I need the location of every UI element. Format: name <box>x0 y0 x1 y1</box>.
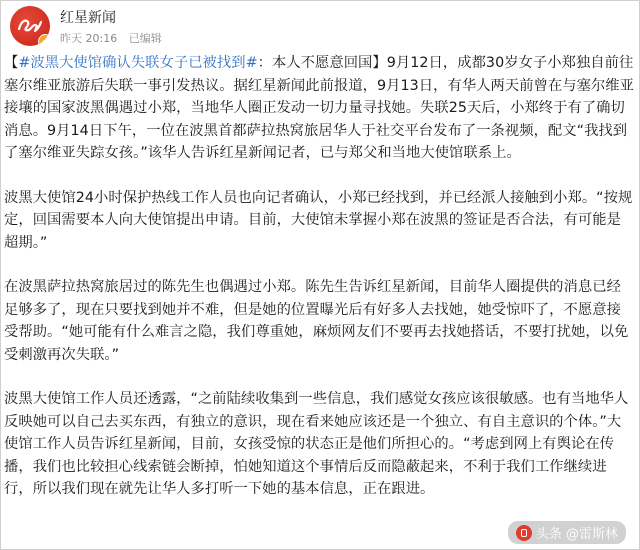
watermark-text: 头条 @雷斯林 <box>535 527 618 542</box>
post-header <box>10 4 630 50</box>
paragraph-3-text: 在波黑萨拉热窝旅居过的陈先生也偶遇过小郑。陈先生告诉红星新闻，目前华人圈提供的消息已经足够多了，现在只要找到她并不难，但是她的位置曝光后有好多人去找她，她受惊吓了，不愿意接受帮助。“她可能有什么难言之隐，我们尊重她，麻烦网友们不要再去找她搭话，不要打扰她，以免受刺激再次失联。” <box>4 279 629 363</box>
watermark <box>508 521 626 544</box>
avatar-logo <box>16 15 44 35</box>
post-source: 已编辑 <box>128 32 162 45</box>
bracket-open: 【 <box>4 55 19 71</box>
article-paragraph-4 <box>4 388 634 501</box>
account-name[interactable]: 红星新闻 <box>60 10 116 26</box>
paragraph-2-text: 波黑大使馆24小时保护热线工作人员也向记者确认，小郑已经找到，并已经派人接触到小郑。“按规定，回国需要本人向大使馆提出申请。目前，大使馆未掌握小郑在波黑的签证是否合法，有可能是超期。” <box>4 189 633 251</box>
post-meta <box>60 30 170 46</box>
verified-badge-icon: ✓ <box>38 34 50 46</box>
article-paragraph-3 <box>4 276 634 366</box>
article-paragraph-2 <box>4 187 634 255</box>
avatar[interactable] <box>10 6 50 46</box>
lead-text: ：本人不愿意回国】9月12日，成都30岁女子小郑独自前往塞尔维亚旅游后失联一事引发热议。据红星新闻此前报道，9月13日，有华人两天前曾在与塞尔维亚接壤的国家波黑偶遇过小郑，当地华人圈正发动一切力量寻找她。失联25天后，小郑终于有了确切消息。9月14日下午，一位在波黑首都萨拉热窝旅居华人于社交平台发布了一条视频，配文“我找到了塞尔维亚失踪女孩。”该华人告诉红星新闻记者，已与郑父和当地大使馆联系上。 <box>4 55 635 161</box>
post-time: 昨天 20:16 <box>60 32 118 45</box>
article-body <box>4 52 634 523</box>
paragraph-4-text: 波黑大使馆工作人员还透露，“之前陆续收集到一些信息，我们感觉女孩应该很敏感。也有当地华人反映她可以自己去买东西，有独立的意识，现在看来她应该还是一个独立、有自主意识的个体。”大使馆工作人员告诉红星新闻，目前，女孩受惊的状态正是他们所担心的。“考虑到网上有舆论在传播，我们也比较担心线索链会断掉，怕她知道这个事情后反而隐蔽起来，不利于我们工作继续进行，所以我们现在就先让华人多打听一下她的基本信息，正在跟进。 <box>4 391 629 497</box>
hashtag-link[interactable]: #波黑大使馆确认失联女子已被找到# <box>18 55 258 71</box>
toutiao-icon <box>516 525 532 541</box>
article-paragraph-1 <box>4 52 634 165</box>
